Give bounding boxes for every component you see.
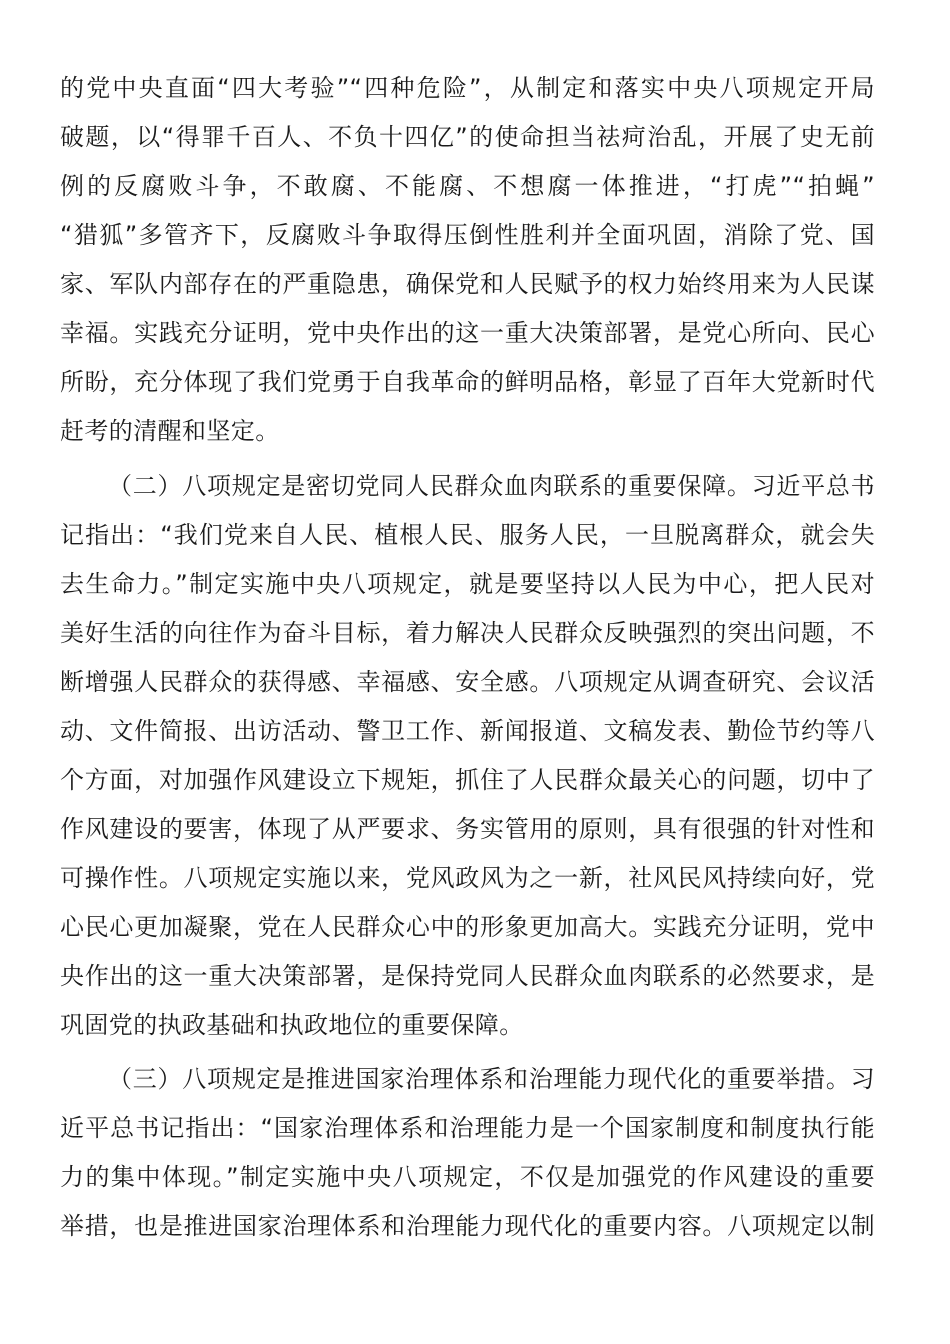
text-line: 近平总书记指出：“国家治理体系和治理能力是一个国家制度和制度执行能 (60, 1114, 875, 1142)
text-line: “猎狐”多管齐下，反腐败斗争取得压倒性胜利并全面巩固，消除了党、国 (60, 221, 875, 249)
text-line: 力的集中体现。”制定实施中央八项规定，不仅是加强党的作风建设的重要 (60, 1163, 875, 1191)
text-line: 去生命力。”制定实施中央八项规定，就是要坚持以人民为中心，把人民对 (60, 570, 875, 598)
text-line: 可操作性。八项规定实施以来，党风政风为之一新，社风民风持续向好，党 (60, 864, 875, 892)
text-line: 的党中央直面“四大考验”“四种危险”，从制定和落实中央八项规定开局 (60, 74, 875, 102)
text-line: 个方面，对加强作风建设立下规矩，抓住了人民群众最关心的问题，切中了 (60, 766, 875, 794)
paragraph-heading-2: （二）八项规定是密切党同人民群众血肉联系的重要保障。习近平总书 (108, 472, 875, 500)
text-line: 家、军队内部存在的严重隐患，确保党和人民赋予的权力始终用来为人民谋 (60, 270, 875, 298)
text-line: 例的反腐败斗争，不敢腐、不能腐、不想腐一体推进，“打虎”“拍蝇” (60, 172, 875, 200)
text-line: 所盼，充分体现了我们党勇于自我革命的鲜明品格，彰显了百年大党新时代 (60, 368, 875, 396)
text-line: 举措，也是推进国家治理体系和治理能力现代化的重要内容。八项规定以制 (60, 1212, 875, 1240)
text-line: 破题，以“得罪千百人、不负十四亿”的使命担当祛疴治乱，开展了史无前 (60, 123, 875, 151)
text-line: 赶考的清醒和坚定。 (60, 417, 280, 445)
text-line: 心民心更加凝聚，党在人民群众心中的形象更加高大。实践充分证明，党中 (60, 913, 875, 941)
text-line: 幸福。实践充分证明，党中央作出的这一重大决策部署，是党心所向、民心 (60, 319, 875, 347)
text-line: 巩固党的执政基础和执政地位的重要保障。 (60, 1011, 524, 1039)
text-line: 记指出：“我们党来自人民、植根人民、服务人民，一旦脱离群众，就会失 (60, 521, 875, 549)
text-line: 美好生活的向往作为奋斗目标，着力解决人民群众反映强烈的突出问题，不 (60, 619, 875, 647)
text-line: 央作出的这一重大决策部署，是保持党同人民群众血肉联系的必然要求，是 (60, 962, 875, 990)
text-line: 断增强人民群众的获得感、幸福感、安全感。八项规定从调查研究、会议活 (60, 668, 875, 696)
paragraph-heading-3: （三）八项规定是推进国家治理体系和治理能力现代化的重要举措。习 (108, 1065, 875, 1093)
text-line: 作风建设的要害，体现了从严要求、务实管用的原则，具有很强的针对性和 (60, 815, 875, 843)
text-line: 动、文件简报、出访活动、警卫工作、新闻报道、文稿发表、勤俭节约等八 (60, 717, 875, 745)
